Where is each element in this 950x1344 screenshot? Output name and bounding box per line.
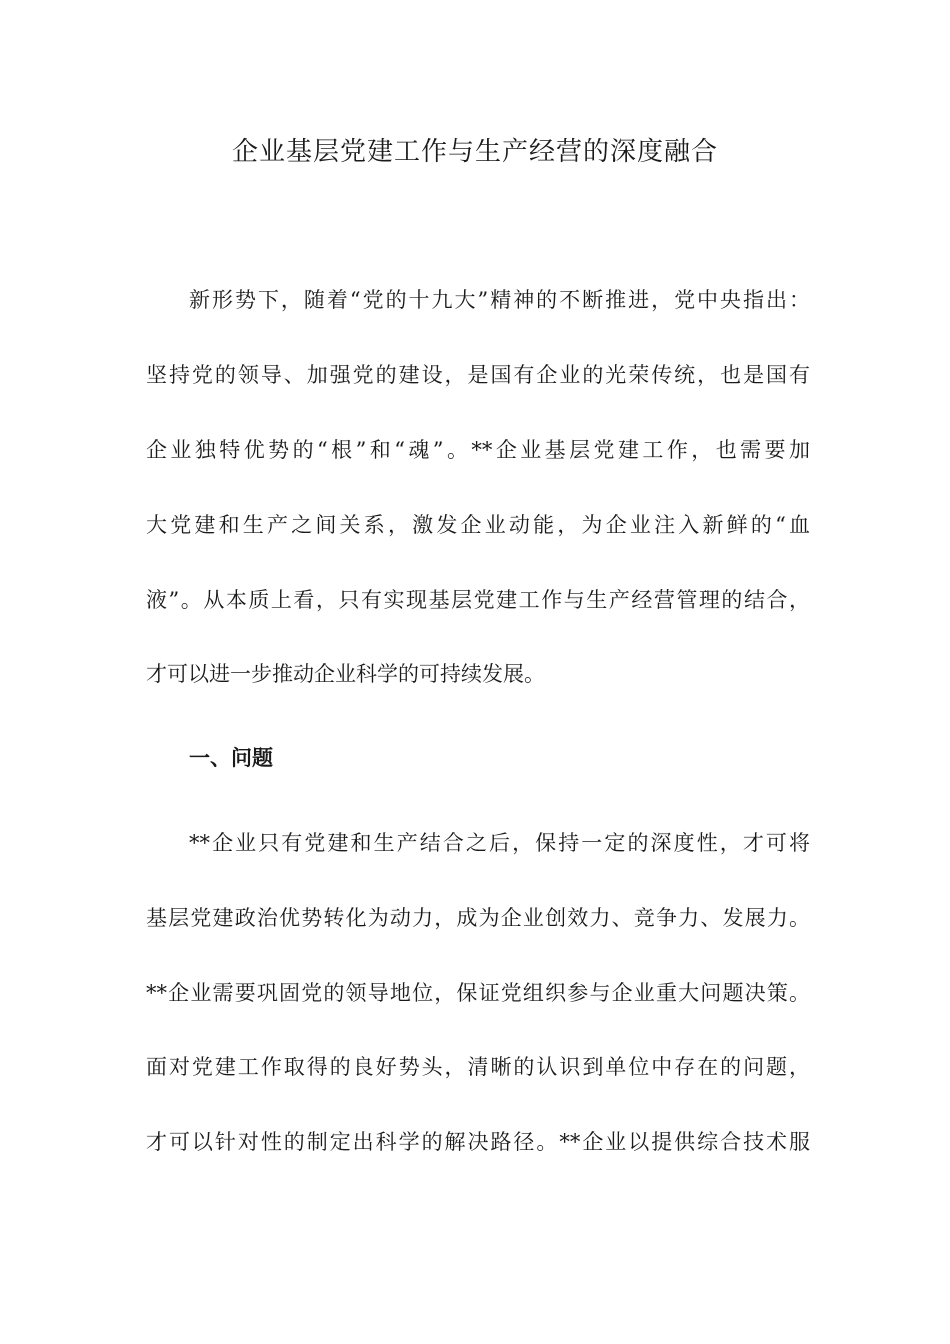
paragraph-1-line-3: 企业独特优势的“根”和“魂”。**企业基层党建工作，也需要加 — [146, 438, 810, 462]
paragraph-2-line-1: **企业只有党建和生产结合之后，保持一定的深度性，才可将 — [189, 831, 810, 855]
paragraph-2-line-4: 面对党建工作取得的良好势头，清晰的认识到单位中存在的问题， — [146, 1055, 810, 1079]
document-title: 企业基层党建工作与生产经营的深度融合 — [231, 137, 718, 167]
section-heading: 一、问题 — [189, 746, 273, 770]
paragraph-1-line-2: 坚持党的领导、加强党的建设，是国有企业的光荣传统，也是国有 — [146, 363, 810, 387]
paragraph-2-line-2: 基层党建政治优势转化为动力，成为企业创效力、竞争力、发展力。 — [146, 906, 810, 930]
paragraph-2-line-5: 才可以针对性的制定出科学的解决路径。**企业以提供综合技术服 — [146, 1130, 810, 1154]
paragraph-1-line-6: 才可以进一步推动企业科学的可持续发展。 — [146, 662, 545, 686]
paragraph-1-line-4: 大党建和生产之间关系，激发企业动能，为企业注入新鲜的“血 — [146, 513, 810, 537]
paragraph-1-line-1: 新形势下，随着“党的十九大”精神的不断推进，党中央指出： — [189, 288, 810, 312]
paragraph-1-line-5: 液”。从本质上看，只有实现基层党建工作与生产经营管理的结合， — [146, 588, 810, 612]
paragraph-2-line-3: **企业需要巩固党的领导地位，保证党组织参与企业重大问题决策。 — [146, 981, 810, 1005]
